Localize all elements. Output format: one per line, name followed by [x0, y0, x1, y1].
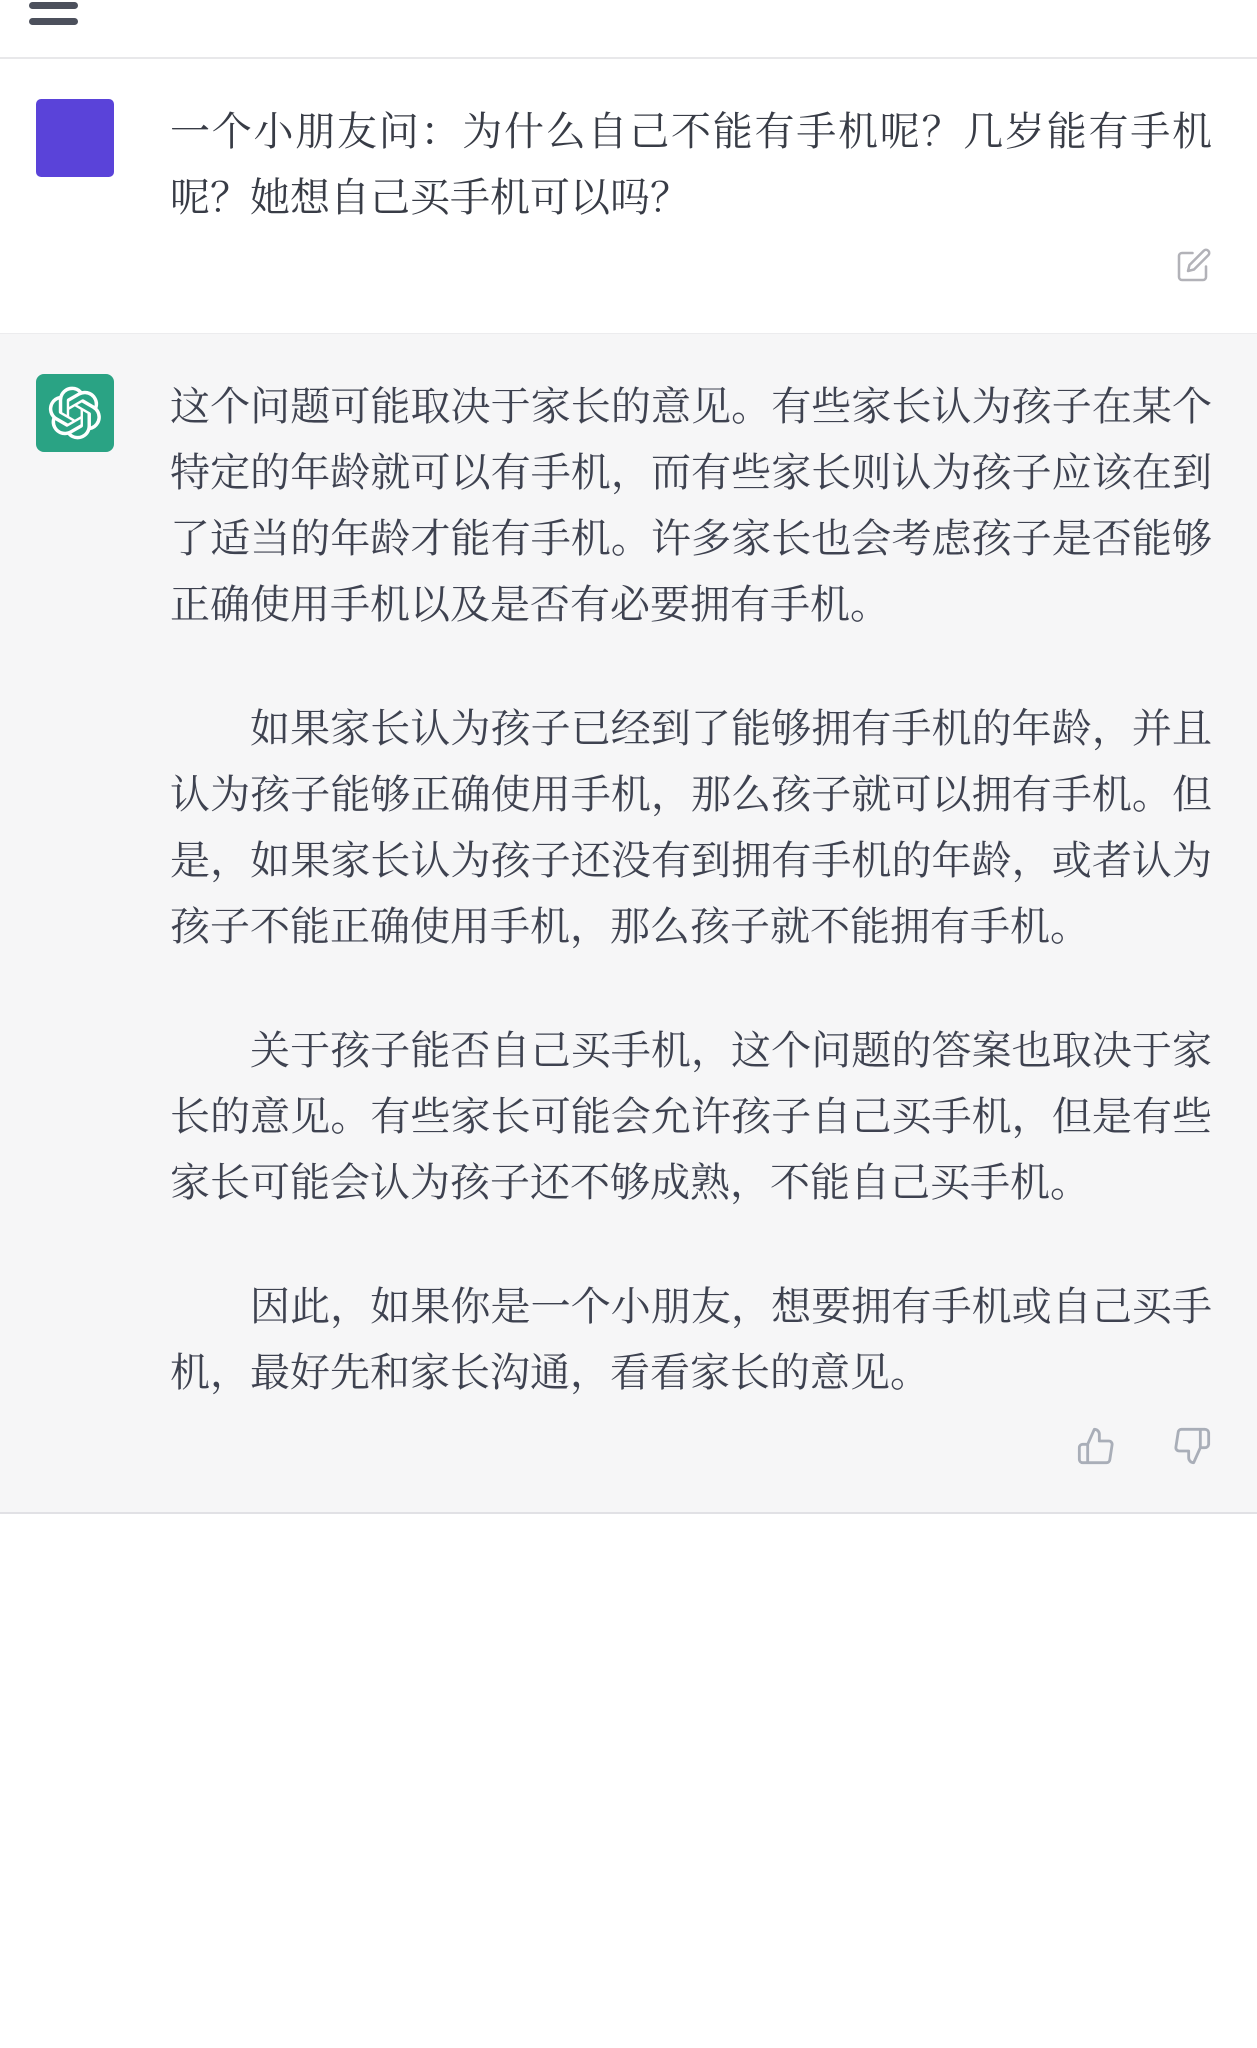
- thumbs-up-icon: [1076, 1426, 1116, 1466]
- hamburger-menu-icon: [29, 2, 78, 9]
- edit-message-button[interactable]: [1176, 247, 1212, 283]
- user-message-content: [170, 99, 1212, 283]
- assistant-message: [0, 333, 1257, 1514]
- user-avatar: [36, 99, 114, 177]
- user-message-actions: [170, 247, 1212, 283]
- hamburger-menu-icon: [29, 18, 78, 25]
- assistant-message-content: [170, 374, 1212, 1466]
- assistant-paragraph: 因此，如果你是一个小朋友，想要拥有手机或自己买手机，最好先和家长沟通，看看家长的意见。: [170, 1285, 1212, 1395]
- feedback-row: [170, 1426, 1212, 1466]
- thumbs-down-icon: [1172, 1426, 1212, 1466]
- chatgpt-avatar: [36, 374, 114, 452]
- assistant-paragraph: 如果家长认为孩子已经到了能够拥有手机的年龄，并且认为孩子能够正确使用手机，那么孩子就可以拥有手机。但是，如果家长认为孩子还没有到拥有手机的年龄，或者认为孩子不能正确使用手机，那么孩子就不能拥有手机。: [170, 707, 1212, 949]
- thumbs-down-button[interactable]: [1172, 1426, 1212, 1466]
- top-bar: [0, 0, 1257, 59]
- edit-icon: [1176, 247, 1212, 283]
- assistant-paragraph: 关于孩子能否自己买手机，这个问题的答案也取决于家长的意见。有些家长可能会允许孩子自己买手机，但是有些家长可能会认为孩子还不够成熟，不能自己买手机。: [170, 1029, 1212, 1205]
- user-message-text: 一个小朋友问：为什么自己不能有手机呢？几岁能有手机呢？她想自己买手机可以吗？: [170, 110, 1212, 220]
- user-message: [0, 59, 1257, 333]
- assistant-paragraph: 这个问题可能取决于家长的意见。有些家长认为孩子在某个特定的年龄就可以有手机，而有些家长则认为孩子应该在到了适当的年龄才能有手机。许多家长也会考虑孩子是否能够正确使用手机以及是否有必要拥有手机。: [170, 385, 1212, 627]
- hamburger-menu-button[interactable]: [29, 0, 78, 32]
- thumbs-up-button[interactable]: [1076, 1426, 1116, 1466]
- openai-logo-icon: [48, 386, 102, 440]
